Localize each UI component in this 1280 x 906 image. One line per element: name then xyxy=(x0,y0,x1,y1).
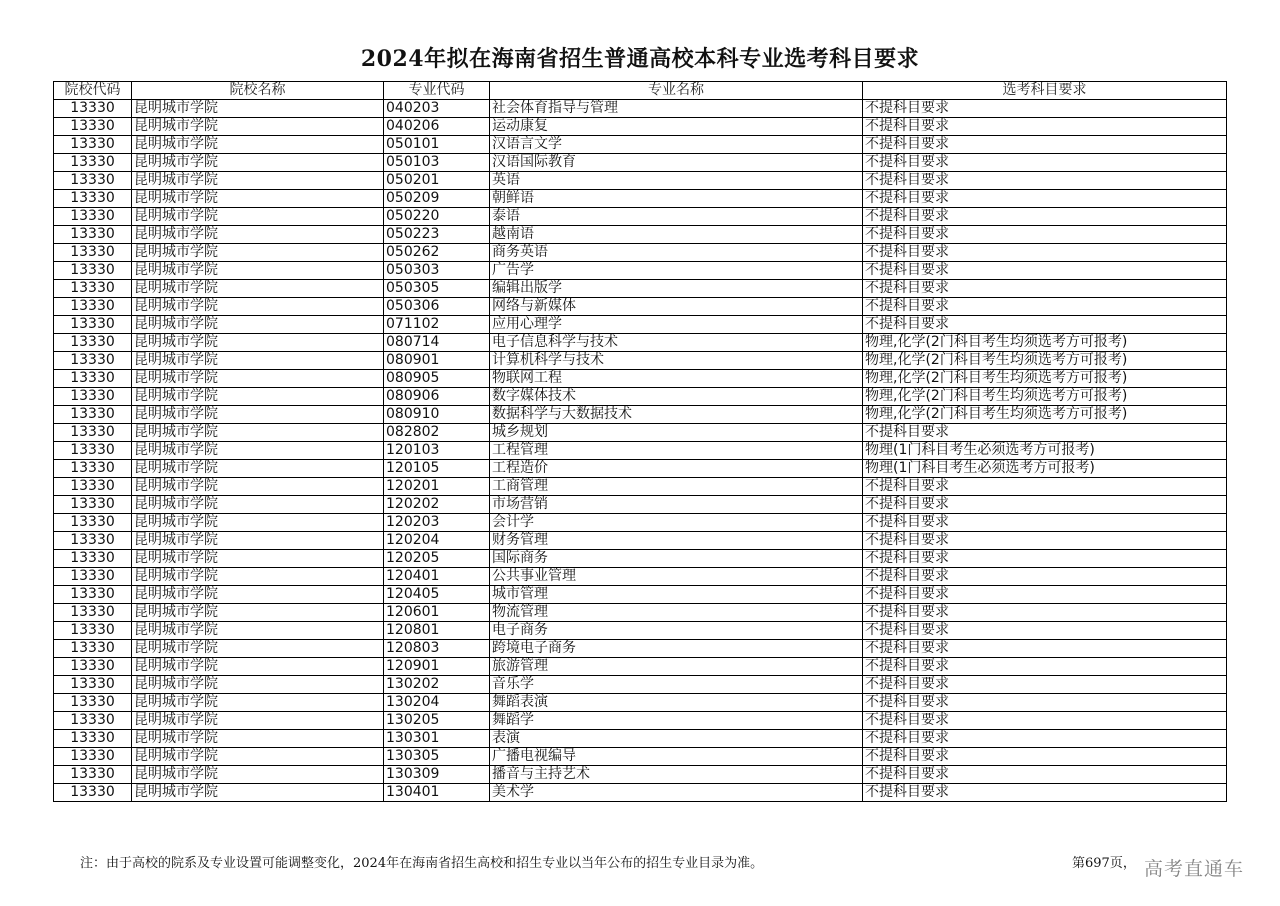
table-row xyxy=(54,334,1227,352)
major-name-cell: 市场营销 xyxy=(490,496,863,514)
subject-requirement-cell: 不提科目要求 xyxy=(863,766,1227,784)
school-code-cell: 13330 xyxy=(54,676,132,694)
major-code-cell: 130401 xyxy=(384,784,490,802)
major-code-cell: 050303 xyxy=(384,262,490,280)
school-name-cell: 昆明城市学院 xyxy=(132,478,384,496)
school-name-cell: 昆明城市学院 xyxy=(132,496,384,514)
table-row xyxy=(54,208,1227,226)
school-name-cell: 昆明城市学院 xyxy=(132,550,384,568)
column-header-subject-requirement: 选考科目要求 xyxy=(863,82,1227,100)
subject-requirement-cell: 不提科目要求 xyxy=(863,550,1227,568)
major-name-cell: 旅游管理 xyxy=(490,658,863,676)
table-row xyxy=(54,748,1227,766)
school-code-cell: 13330 xyxy=(54,298,132,316)
school-code-cell: 13330 xyxy=(54,604,132,622)
table-row xyxy=(54,442,1227,460)
major-code-cell: 130301 xyxy=(384,730,490,748)
subject-requirement-cell: 不提科目要求 xyxy=(863,496,1227,514)
major-name-cell: 英语 xyxy=(490,172,863,190)
major-code-cell: 120205 xyxy=(384,550,490,568)
school-code-cell: 13330 xyxy=(54,532,132,550)
school-code-cell: 13330 xyxy=(54,352,132,370)
major-name-cell: 音乐学 xyxy=(490,676,863,694)
major-name-cell: 运动康复 xyxy=(490,118,863,136)
major-name-cell: 国际商务 xyxy=(490,550,863,568)
school-name-cell: 昆明城市学院 xyxy=(132,658,384,676)
subject-requirement-cell: 不提科目要求 xyxy=(863,478,1227,496)
subject-requirement-cell: 不提科目要求 xyxy=(863,208,1227,226)
school-name-cell: 昆明城市学院 xyxy=(132,640,384,658)
subject-requirement-cell: 不提科目要求 xyxy=(863,604,1227,622)
school-name-cell: 昆明城市学院 xyxy=(132,406,384,424)
school-name-cell: 昆明城市学院 xyxy=(132,118,384,136)
subject-requirement-cell: 不提科目要求 xyxy=(863,622,1227,640)
major-code-cell: 130305 xyxy=(384,748,490,766)
school-code-cell: 13330 xyxy=(54,640,132,658)
major-code-cell: 120201 xyxy=(384,478,490,496)
table-row xyxy=(54,550,1227,568)
subject-requirement-cell: 物理(1门科目考生必须选考方可报考) xyxy=(863,442,1227,460)
footer-note: 注：由于高校的院系及专业设置可能调整变化，2024年在海南省招生高校和招生专业以当年公布的招生专业目录为准。 xyxy=(80,856,764,871)
table-row xyxy=(54,118,1227,136)
school-name-cell: 昆明城市学院 xyxy=(132,676,384,694)
school-name-cell: 昆明城市学院 xyxy=(132,226,384,244)
major-name-cell: 物流管理 xyxy=(490,604,863,622)
school-code-cell: 13330 xyxy=(54,586,132,604)
major-name-cell: 跨境电子商务 xyxy=(490,640,863,658)
subject-requirement-cell: 不提科目要求 xyxy=(863,694,1227,712)
subject-requirement-cell: 物理,化学(2门科目考生均须选考方可报考) xyxy=(863,406,1227,424)
major-code-cell: 120901 xyxy=(384,658,490,676)
table-row xyxy=(54,352,1227,370)
school-code-cell: 13330 xyxy=(54,514,132,532)
school-code-cell: 13330 xyxy=(54,424,132,442)
major-name-cell: 物联网工程 xyxy=(490,370,863,388)
major-code-cell: 082802 xyxy=(384,424,490,442)
school-name-cell: 昆明城市学院 xyxy=(132,370,384,388)
major-name-cell: 越南语 xyxy=(490,226,863,244)
major-code-cell: 130205 xyxy=(384,712,490,730)
major-code-cell: 080905 xyxy=(384,370,490,388)
column-header-school-name: 院校名称 xyxy=(132,82,384,100)
major-code-cell: 080901 xyxy=(384,352,490,370)
table-row xyxy=(54,100,1227,118)
school-code-cell: 13330 xyxy=(54,550,132,568)
school-code-cell: 13330 xyxy=(54,442,132,460)
major-name-cell: 公共事业管理 xyxy=(490,568,863,586)
major-code-cell: 120801 xyxy=(384,622,490,640)
major-name-cell: 数据科学与大数据技术 xyxy=(490,406,863,424)
subject-requirement-cell: 不提科目要求 xyxy=(863,784,1227,802)
subject-requirement-cell: 不提科目要求 xyxy=(863,226,1227,244)
school-name-cell: 昆明城市学院 xyxy=(132,208,384,226)
table-row xyxy=(54,604,1227,622)
subject-requirement-cell: 不提科目要求 xyxy=(863,172,1227,190)
school-code-cell: 13330 xyxy=(54,622,132,640)
subject-requirement-cell: 不提科目要求 xyxy=(863,658,1227,676)
column-header-major-code: 专业代码 xyxy=(384,82,490,100)
major-name-cell: 城乡规划 xyxy=(490,424,863,442)
major-code-cell: 050262 xyxy=(384,244,490,262)
subject-requirement-cell: 不提科目要求 xyxy=(863,316,1227,334)
subject-requirement-cell: 不提科目要求 xyxy=(863,640,1227,658)
major-code-cell: 040206 xyxy=(384,118,490,136)
major-code-cell: 120103 xyxy=(384,442,490,460)
major-code-cell: 120401 xyxy=(384,568,490,586)
school-code-cell: 13330 xyxy=(54,190,132,208)
table-row xyxy=(54,316,1227,334)
major-code-cell: 080714 xyxy=(384,334,490,352)
subject-requirement-cell: 不提科目要求 xyxy=(863,676,1227,694)
major-code-cell: 050209 xyxy=(384,190,490,208)
major-name-cell: 财务管理 xyxy=(490,532,863,550)
major-code-cell: 130204 xyxy=(384,694,490,712)
subject-requirement-cell: 物理,化学(2门科目考生均须选考方可报考) xyxy=(863,334,1227,352)
subject-requirement-cell: 不提科目要求 xyxy=(863,532,1227,550)
major-name-cell: 商务英语 xyxy=(490,244,863,262)
school-name-cell: 昆明城市学院 xyxy=(132,244,384,262)
major-name-cell: 应用心理学 xyxy=(490,316,863,334)
school-code-cell: 13330 xyxy=(54,334,132,352)
table-row xyxy=(54,514,1227,532)
school-name-cell: 昆明城市学院 xyxy=(132,586,384,604)
school-name-cell: 昆明城市学院 xyxy=(132,514,384,532)
school-name-cell: 昆明城市学院 xyxy=(132,568,384,586)
major-name-cell: 舞蹈学 xyxy=(490,712,863,730)
school-name-cell: 昆明城市学院 xyxy=(132,190,384,208)
requirements-table xyxy=(53,81,1227,802)
school-name-cell: 昆明城市学院 xyxy=(132,424,384,442)
major-name-cell: 工程造价 xyxy=(490,460,863,478)
school-code-cell: 13330 xyxy=(54,172,132,190)
major-code-cell: 050201 xyxy=(384,172,490,190)
school-name-cell: 昆明城市学院 xyxy=(132,766,384,784)
table-row xyxy=(54,280,1227,298)
major-code-cell: 130309 xyxy=(384,766,490,784)
table-row xyxy=(54,532,1227,550)
table-row xyxy=(54,766,1227,784)
table-row xyxy=(54,154,1227,172)
major-name-cell: 电子信息科学与技术 xyxy=(490,334,863,352)
school-code-cell: 13330 xyxy=(54,730,132,748)
school-name-cell: 昆明城市学院 xyxy=(132,154,384,172)
major-code-cell: 050223 xyxy=(384,226,490,244)
school-name-cell: 昆明城市学院 xyxy=(132,694,384,712)
major-code-cell: 130202 xyxy=(384,676,490,694)
school-code-cell: 13330 xyxy=(54,460,132,478)
major-name-cell: 计算机科学与技术 xyxy=(490,352,863,370)
major-name-cell: 工程管理 xyxy=(490,442,863,460)
major-name-cell: 社会体育指导与管理 xyxy=(490,100,863,118)
major-name-cell: 电子商务 xyxy=(490,622,863,640)
subject-requirement-cell: 不提科目要求 xyxy=(863,262,1227,280)
table-row xyxy=(54,370,1227,388)
major-name-cell: 广告学 xyxy=(490,262,863,280)
school-code-cell: 13330 xyxy=(54,694,132,712)
major-name-cell: 舞蹈表演 xyxy=(490,694,863,712)
major-code-cell: 120202 xyxy=(384,496,490,514)
major-name-cell: 工商管理 xyxy=(490,478,863,496)
major-name-cell: 播音与主持艺术 xyxy=(490,766,863,784)
subject-requirement-cell: 不提科目要求 xyxy=(863,568,1227,586)
table-body xyxy=(54,100,1227,802)
major-name-cell: 会计学 xyxy=(490,514,863,532)
table-row xyxy=(54,694,1227,712)
major-name-cell: 广播电视编导 xyxy=(490,748,863,766)
school-code-cell: 13330 xyxy=(54,208,132,226)
table-row xyxy=(54,622,1227,640)
major-name-cell: 编辑出版学 xyxy=(490,280,863,298)
table-row xyxy=(54,136,1227,154)
school-code-cell: 13330 xyxy=(54,226,132,244)
major-code-cell: 120601 xyxy=(384,604,490,622)
school-code-cell: 13330 xyxy=(54,136,132,154)
page-number: 第697页， xyxy=(1072,856,1136,871)
school-name-cell: 昆明城市学院 xyxy=(132,298,384,316)
subject-requirement-cell: 不提科目要求 xyxy=(863,244,1227,262)
school-code-cell: 13330 xyxy=(54,748,132,766)
school-name-cell: 昆明城市学院 xyxy=(132,100,384,118)
subject-requirement-cell: 不提科目要求 xyxy=(863,730,1227,748)
school-name-cell: 昆明城市学院 xyxy=(132,784,384,802)
school-code-cell: 13330 xyxy=(54,388,132,406)
subject-requirement-cell: 不提科目要求 xyxy=(863,118,1227,136)
table-row xyxy=(54,298,1227,316)
school-name-cell: 昆明城市学院 xyxy=(132,388,384,406)
table-row xyxy=(54,406,1227,424)
school-code-cell: 13330 xyxy=(54,712,132,730)
school-name-cell: 昆明城市学院 xyxy=(132,334,384,352)
school-code-cell: 13330 xyxy=(54,154,132,172)
table-row xyxy=(54,586,1227,604)
table-row xyxy=(54,784,1227,802)
school-name-cell: 昆明城市学院 xyxy=(132,730,384,748)
table-row xyxy=(54,568,1227,586)
school-code-cell: 13330 xyxy=(54,406,132,424)
major-code-cell: 050305 xyxy=(384,280,490,298)
subject-requirement-cell: 不提科目要求 xyxy=(863,190,1227,208)
school-code-cell: 13330 xyxy=(54,280,132,298)
subject-requirement-cell: 不提科目要求 xyxy=(863,712,1227,730)
major-name-cell: 汉语国际教育 xyxy=(490,154,863,172)
school-code-cell: 13330 xyxy=(54,478,132,496)
major-code-cell: 120204 xyxy=(384,532,490,550)
school-code-cell: 13330 xyxy=(54,784,132,802)
school-name-cell: 昆明城市学院 xyxy=(132,280,384,298)
table-row xyxy=(54,496,1227,514)
subject-requirement-cell: 不提科目要求 xyxy=(863,298,1227,316)
table-row xyxy=(54,172,1227,190)
table-row xyxy=(54,226,1227,244)
subject-requirement-cell: 物理(1门科目考生必须选考方可报考) xyxy=(863,460,1227,478)
school-name-cell: 昆明城市学院 xyxy=(132,136,384,154)
major-code-cell: 080910 xyxy=(384,406,490,424)
major-name-cell: 泰语 xyxy=(490,208,863,226)
school-name-cell: 昆明城市学院 xyxy=(132,262,384,280)
school-code-cell: 13330 xyxy=(54,496,132,514)
major-name-cell: 网络与新媒体 xyxy=(490,298,863,316)
school-name-cell: 昆明城市学院 xyxy=(132,316,384,334)
school-name-cell: 昆明城市学院 xyxy=(132,712,384,730)
subject-requirement-cell: 物理,化学(2门科目考生均须选考方可报考) xyxy=(863,370,1227,388)
major-code-cell: 120203 xyxy=(384,514,490,532)
major-code-cell: 050306 xyxy=(384,298,490,316)
school-name-cell: 昆明城市学院 xyxy=(132,460,384,478)
table-row xyxy=(54,712,1227,730)
subject-requirement-cell: 不提科目要求 xyxy=(863,280,1227,298)
school-code-cell: 13330 xyxy=(54,370,132,388)
subject-requirement-cell: 物理,化学(2门科目考生均须选考方可报考) xyxy=(863,388,1227,406)
school-code-cell: 13330 xyxy=(54,118,132,136)
major-name-cell: 美术学 xyxy=(490,784,863,802)
major-code-cell: 050103 xyxy=(384,154,490,172)
column-header-school-code: 院校代码 xyxy=(54,82,132,100)
major-code-cell: 120105 xyxy=(384,460,490,478)
school-name-cell: 昆明城市学院 xyxy=(132,604,384,622)
school-name-cell: 昆明城市学院 xyxy=(132,442,384,460)
school-code-cell: 13330 xyxy=(54,766,132,784)
table-row xyxy=(54,262,1227,280)
subject-requirement-cell: 物理,化学(2门科目考生均须选考方可报考) xyxy=(863,352,1227,370)
table-row xyxy=(54,424,1227,442)
subject-requirement-cell: 不提科目要求 xyxy=(863,136,1227,154)
table-row xyxy=(54,676,1227,694)
major-code-cell: 120405 xyxy=(384,586,490,604)
page-title: 2024年拟在海南省招生普通高校本科专业选考科目要求 xyxy=(360,46,920,72)
school-code-cell: 13330 xyxy=(54,316,132,334)
subject-requirement-cell: 不提科目要求 xyxy=(863,748,1227,766)
school-code-cell: 13330 xyxy=(54,262,132,280)
table-row xyxy=(54,730,1227,748)
major-code-cell: 120803 xyxy=(384,640,490,658)
major-code-cell: 050101 xyxy=(384,136,490,154)
school-code-cell: 13330 xyxy=(54,100,132,118)
table-row xyxy=(54,658,1227,676)
major-name-cell: 数字媒体技术 xyxy=(490,388,863,406)
table-row xyxy=(54,640,1227,658)
school-name-cell: 昆明城市学院 xyxy=(132,748,384,766)
school-name-cell: 昆明城市学院 xyxy=(132,532,384,550)
table-row xyxy=(54,478,1227,496)
column-header-major-name: 专业名称 xyxy=(490,82,863,100)
table-header-row xyxy=(54,82,1227,100)
major-name-cell: 表演 xyxy=(490,730,863,748)
watermark: 高考直通车 xyxy=(1144,858,1245,880)
school-code-cell: 13330 xyxy=(54,658,132,676)
subject-requirement-cell: 不提科目要求 xyxy=(863,586,1227,604)
table-row xyxy=(54,460,1227,478)
major-name-cell: 朝鲜语 xyxy=(490,190,863,208)
major-name-cell: 城市管理 xyxy=(490,586,863,604)
major-name-cell: 汉语言文学 xyxy=(490,136,863,154)
table-row xyxy=(54,244,1227,262)
major-code-cell: 071102 xyxy=(384,316,490,334)
table-row xyxy=(54,190,1227,208)
major-code-cell: 080906 xyxy=(384,388,490,406)
subject-requirement-cell: 不提科目要求 xyxy=(863,154,1227,172)
subject-requirement-cell: 不提科目要求 xyxy=(863,424,1227,442)
school-name-cell: 昆明城市学院 xyxy=(132,172,384,190)
major-code-cell: 050220 xyxy=(384,208,490,226)
school-code-cell: 13330 xyxy=(54,244,132,262)
school-name-cell: 昆明城市学院 xyxy=(132,352,384,370)
major-code-cell: 040203 xyxy=(384,100,490,118)
school-code-cell: 13330 xyxy=(54,568,132,586)
subject-requirement-cell: 不提科目要求 xyxy=(863,514,1227,532)
school-name-cell: 昆明城市学院 xyxy=(132,622,384,640)
table-row xyxy=(54,388,1227,406)
subject-requirement-cell: 不提科目要求 xyxy=(863,100,1227,118)
